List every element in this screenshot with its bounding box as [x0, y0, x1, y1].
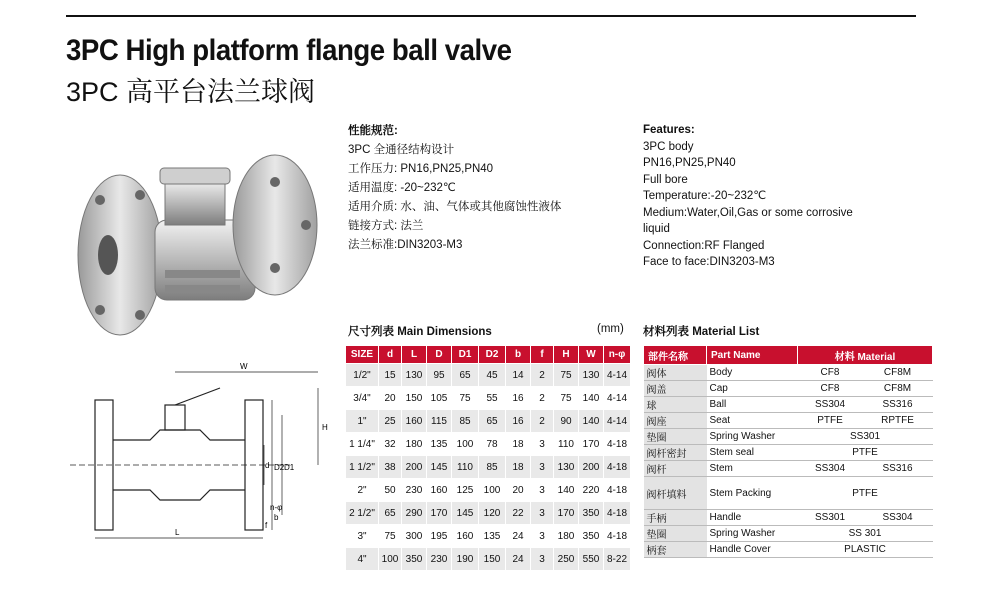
mat-row	[644, 477, 933, 510]
dims-header-cell: SIZE	[346, 346, 379, 364]
mat-cell: 阀体	[644, 365, 707, 381]
mat-cell: Ball	[707, 397, 798, 413]
dims-row	[346, 479, 631, 502]
features-cn-line: 适用介质: 水、油、气体或其他腐蚀性液体	[348, 201, 562, 213]
dims-cell: 180	[402, 433, 427, 456]
dimensions-title: 尺寸列表 Main Dimensions	[348, 326, 492, 338]
materials-table	[643, 345, 933, 558]
mat-row	[644, 445, 933, 461]
dims-header-cell: D2	[479, 346, 506, 364]
mat-cell: SS304	[798, 461, 863, 477]
dims-row	[346, 548, 631, 571]
page-title: 3PC High platform flange ball valve	[66, 34, 512, 67]
mat-cell: SS316	[863, 397, 933, 413]
mat-cell: CF8	[798, 381, 863, 397]
dims-header-cell: D	[427, 346, 452, 364]
dims-cell: 220	[579, 479, 604, 502]
dims-cell: 350	[579, 525, 604, 548]
dims-cell: 3	[531, 502, 554, 525]
dims-cell: 95	[427, 364, 452, 387]
label-d2: D2	[274, 463, 285, 472]
features-en	[643, 122, 853, 271]
mat-cell: 垫圈	[644, 429, 707, 445]
dims-cell: 4-18	[604, 456, 631, 479]
dims-cell: 78	[479, 433, 506, 456]
features-cn	[348, 122, 561, 255]
dims-header-cell: H	[554, 346, 579, 364]
dims-cell: 22	[506, 502, 531, 525]
features-en-line: Face to face:DIN3203-M3	[643, 256, 775, 268]
label-w: W	[240, 362, 248, 371]
dims-cell: 170	[554, 502, 579, 525]
dims-cell: 4-18	[604, 525, 631, 548]
mat-cell: RPTFE	[863, 413, 933, 429]
mat-cell: CF8M	[863, 381, 933, 397]
dims-cell: 100	[479, 479, 506, 502]
dims-cell: 135	[427, 433, 452, 456]
dims-cell: 4-14	[604, 387, 631, 410]
mat-cell: PTFE	[798, 445, 933, 461]
dims-cell: 3"	[346, 525, 379, 548]
dims-header-cell: D1	[452, 346, 479, 364]
dims-cell: 140	[579, 410, 604, 433]
features-cn-line: 3PC 全通径结构设计	[348, 144, 455, 156]
mat-cell: 阀杆	[644, 461, 707, 477]
mat-cell: 球	[644, 397, 707, 413]
mat-cell: SS304	[863, 510, 933, 526]
dims-cell: 4-18	[604, 433, 631, 456]
mat-cell: SS301	[798, 510, 863, 526]
mat-row	[644, 510, 933, 526]
dims-cell: 100	[452, 433, 479, 456]
dims-cell: 1/2"	[346, 364, 379, 387]
dims-header-cell: b	[506, 346, 531, 364]
dims-cell: 130	[579, 364, 604, 387]
dims-cell: 130	[402, 364, 427, 387]
page-subtitle-cn: 3PC 高平台法兰球阀	[66, 77, 316, 107]
mat-cell: Spring Washer	[707, 429, 798, 445]
dims-cell: 140	[554, 479, 579, 502]
dims-cell: 65	[452, 364, 479, 387]
dims-cell: 55	[479, 387, 506, 410]
dims-cell: 300	[402, 525, 427, 548]
dims-header-cell: n-φ	[604, 346, 631, 364]
label-d: d	[265, 461, 270, 470]
features-en-line: 3PC body	[643, 140, 694, 153]
dims-cell: 85	[479, 456, 506, 479]
features-en-heading: Features:	[643, 124, 695, 136]
mat-row	[644, 526, 933, 542]
mat-cell: 阀杆填料	[644, 477, 707, 510]
dims-cell: 1"	[346, 410, 379, 433]
mat-cell: PTFE	[798, 477, 933, 510]
dims-cell: 170	[427, 502, 452, 525]
dims-cell: 4-14	[604, 364, 631, 387]
dims-cell: 65	[479, 410, 506, 433]
dims-cell: 160	[427, 479, 452, 502]
dims-cell: 100	[379, 548, 402, 571]
materials-title: 材料列表 Material List	[643, 326, 760, 338]
mat-row	[644, 397, 933, 413]
label-nphi: n-φ	[270, 503, 283, 512]
dims-cell: 2	[531, 410, 554, 433]
dims-cell: 3	[531, 433, 554, 456]
mat-row	[644, 381, 933, 397]
features-en-line: Connection:RF Flanged	[643, 239, 765, 252]
dims-cell: 65	[379, 502, 402, 525]
dims-cell: 140	[579, 387, 604, 410]
dims-cell: 200	[402, 456, 427, 479]
dims-cell: 4-18	[604, 502, 631, 525]
features-en-line: Medium:Water,Oil,Gas or some corrosive	[643, 206, 853, 219]
features-en-line: liquid	[643, 223, 670, 235]
dims-header-cell: W	[579, 346, 604, 364]
dims-cell: 550	[579, 548, 604, 571]
mat-cell: SS 301	[798, 526, 933, 542]
dims-cell: 160	[452, 525, 479, 548]
dimension-drawing	[60, 360, 340, 545]
dims-cell: 18	[506, 456, 531, 479]
mat-header-material: 材料 Material	[798, 346, 933, 365]
mat-cell: CF8M	[863, 365, 933, 381]
dims-cell: 200	[579, 456, 604, 479]
dims-cell: 20	[379, 387, 402, 410]
dims-cell: 3/4"	[346, 387, 379, 410]
features-en-line: Full bore	[643, 173, 688, 186]
mat-header-cn: 部件名称	[644, 346, 707, 365]
mat-cell: SS301	[798, 429, 933, 445]
dims-cell: 2	[531, 387, 554, 410]
mat-cell: 垫圈	[644, 526, 707, 542]
mat-cell: SS316	[863, 461, 933, 477]
dims-row	[346, 364, 631, 387]
mat-cell: Body	[707, 365, 798, 381]
mat-header-part: Part Name	[707, 346, 798, 365]
dims-row	[346, 502, 631, 525]
dims-cell: 110	[554, 433, 579, 456]
dims-cell: 16	[506, 387, 531, 410]
dims-cell: 3	[531, 525, 554, 548]
mat-cell: Stem	[707, 461, 798, 477]
dims-cell: 105	[427, 387, 452, 410]
dims-cell: 3	[531, 548, 554, 571]
dims-cell: 160	[402, 410, 427, 433]
dims-cell: 2"	[346, 479, 379, 502]
mat-cell: PLASTIC	[798, 542, 933, 558]
dims-cell: 4"	[346, 548, 379, 571]
dims-cell: 75	[554, 387, 579, 410]
dims-row	[346, 456, 631, 479]
dims-cell: 14	[506, 364, 531, 387]
dims-cell: 1 1/2"	[346, 456, 379, 479]
dims-cell: 250	[554, 548, 579, 571]
features-cn-line: 法兰标准:DIN3203-M3	[348, 239, 463, 251]
dims-row	[346, 525, 631, 548]
dims-cell: 3	[531, 479, 554, 502]
mat-cell: Handle Cover	[707, 542, 798, 558]
dims-cell: 85	[452, 410, 479, 433]
dims-cell: 170	[579, 433, 604, 456]
dims-cell: 135	[479, 525, 506, 548]
dims-cell: 75	[554, 364, 579, 387]
dims-cell: 125	[452, 479, 479, 502]
dims-cell: 150	[479, 548, 506, 571]
top-rule	[66, 15, 916, 17]
dims-cell: 45	[479, 364, 506, 387]
dims-cell: 350	[402, 548, 427, 571]
mat-cell: PTFE	[798, 413, 863, 429]
dims-cell: 16	[506, 410, 531, 433]
dims-row	[346, 433, 631, 456]
dims-cell: 110	[452, 456, 479, 479]
dims-cell: 190	[452, 548, 479, 571]
dims-cell: 130	[554, 456, 579, 479]
mat-row	[644, 365, 933, 381]
mat-cell: Spring Washer	[707, 526, 798, 542]
dims-cell: 115	[427, 410, 452, 433]
dims-header-cell: d	[379, 346, 402, 364]
dims-cell: 145	[452, 502, 479, 525]
dims-cell: 180	[554, 525, 579, 548]
features-en-line: PN16,PN25,PN40	[643, 157, 736, 169]
dims-cell: 24	[506, 525, 531, 548]
mat-row	[644, 461, 933, 477]
dims-cell: 145	[427, 456, 452, 479]
dims-row	[346, 410, 631, 433]
dims-cell: 2 1/2"	[346, 502, 379, 525]
dims-cell: 1 1/4"	[346, 433, 379, 456]
mat-cell: 手柄	[644, 510, 707, 526]
mat-cell: 阀盖	[644, 381, 707, 397]
mat-cell: CF8	[798, 365, 863, 381]
dims-cell: 150	[402, 387, 427, 410]
dims-cell: 4-18	[604, 479, 631, 502]
label-d1: D1	[284, 463, 295, 472]
mat-cell: Handle	[707, 510, 798, 526]
dims-cell: 15	[379, 364, 402, 387]
mat-cell: SS304	[798, 397, 863, 413]
label-b: b	[274, 513, 279, 522]
dims-cell: 32	[379, 433, 402, 456]
features-cn-line: 链接方式: 法兰	[348, 220, 424, 232]
mat-cell: 阀杆密封	[644, 445, 707, 461]
dims-header-cell: f	[531, 346, 554, 364]
dims-cell: 290	[402, 502, 427, 525]
features-cn-line: 适用温度: -20~232℃	[348, 182, 456, 194]
dims-cell: 8-22	[604, 548, 631, 571]
dims-cell: 195	[427, 525, 452, 548]
mat-cell: Stem Packing	[707, 477, 798, 510]
dims-cell: 24	[506, 548, 531, 571]
mat-cell: Stem seal	[707, 445, 798, 461]
features-en-line: Temperature:-20~232℃	[643, 190, 767, 202]
features-cn-line: 工作压力: PN16,PN25,PN40	[348, 163, 494, 175]
dims-cell: 20	[506, 479, 531, 502]
dimensions-unit: (mm)	[597, 323, 624, 335]
dims-cell: 2	[531, 364, 554, 387]
dims-cell: 4-14	[604, 410, 631, 433]
dims-cell: 3	[531, 456, 554, 479]
dims-cell: 90	[554, 410, 579, 433]
dims-cell: 120	[479, 502, 506, 525]
dims-cell: 50	[379, 479, 402, 502]
dims-cell: 350	[579, 502, 604, 525]
dimensions-table	[345, 345, 631, 571]
label-l: L	[175, 528, 180, 537]
mat-cell: Cap	[707, 381, 798, 397]
valve-photo	[70, 140, 330, 340]
dims-header-cell: L	[402, 346, 427, 364]
mat-row	[644, 542, 933, 558]
mat-cell: 柄套	[644, 542, 707, 558]
dims-cell: 75	[452, 387, 479, 410]
mat-row	[644, 413, 933, 429]
dims-cell: 230	[427, 548, 452, 571]
dims-cell: 18	[506, 433, 531, 456]
dims-row	[346, 387, 631, 410]
label-h: H	[322, 423, 328, 432]
dims-cell: 38	[379, 456, 402, 479]
dims-cell: 75	[379, 525, 402, 548]
dims-cell: 25	[379, 410, 402, 433]
mat-row	[644, 429, 933, 445]
features-cn-heading: 性能规范:	[348, 125, 398, 137]
mat-cell: Seat	[707, 413, 798, 429]
label-f: f	[265, 521, 268, 530]
dims-cell: 230	[402, 479, 427, 502]
mat-cell: 阀座	[644, 413, 707, 429]
